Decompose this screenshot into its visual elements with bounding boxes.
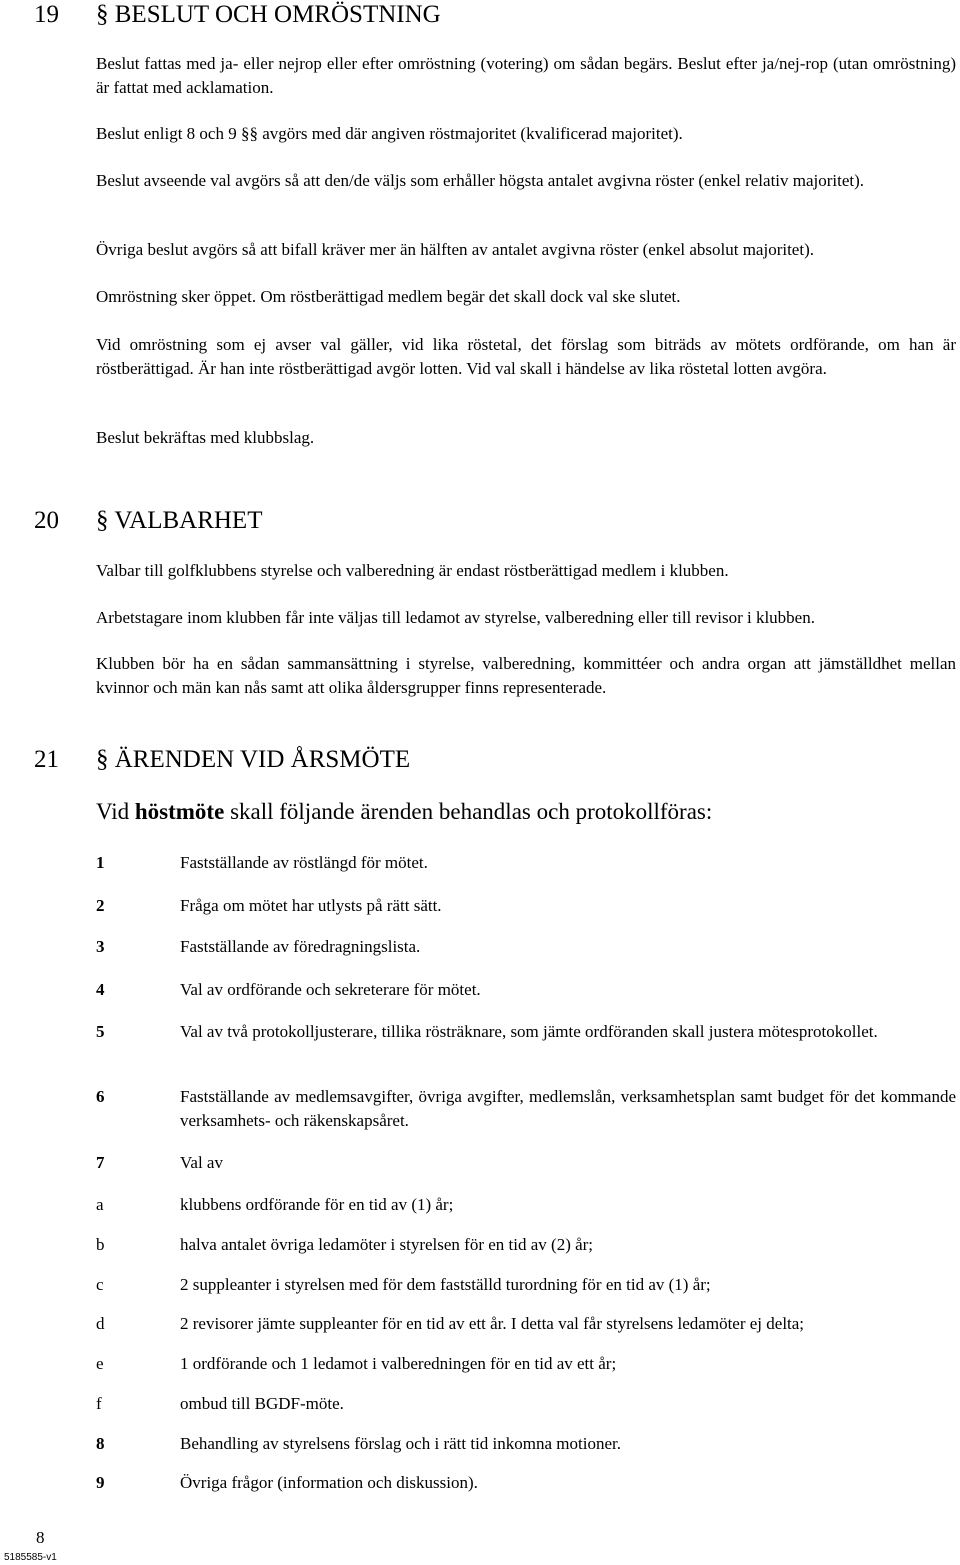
- agenda-intro: Vid höstmöte skall följande ärenden behandlas och protokollföras:: [96, 799, 713, 824]
- section-19-heading: [34, 0, 534, 30]
- item-text: Övriga frågor (information och diskussion).: [180, 1473, 478, 1492]
- paragraph: Valbar till golfklubbens styrelse och valberedning är endast röstberättigad medlem i klubben.: [96, 561, 729, 580]
- item-text: Val av två protokolljusterare, tillika rösträknare, som jämte ordföranden skall justera mötesprotokollet.: [180, 1022, 878, 1041]
- section-symbol: §: [96, 507, 109, 534]
- section-title: ÄRENDEN VID ÅRSMÖTE: [114, 746, 411, 773]
- paragraph: Klubben bör ha en sådan sammansättning i styrelse, valberedning, kommittéer och andra organ att jämställdhet mellan kvinnor och män kan nås samt att olika åldersgrupper finns representerade.: [96, 654, 956, 697]
- document-id: 5185585-v1: [4, 1552, 57, 1563]
- paragraph: Arbetstagare inom klubben får inte väljas till ledamot av styrelse, valberedning eller till revisor i klubben.: [96, 608, 815, 627]
- item-text: Fastställande av röstlängd för mötet.: [180, 853, 428, 872]
- paragraph: Övriga beslut avgörs så att bifall kräver mer än hälften av antalet avgivna röster (enkel absolut majoritet).: [96, 240, 814, 259]
- section-title: VALBARHET: [114, 507, 263, 534]
- page-number: 8: [36, 1528, 45, 1547]
- intro-emphasis: höstmöte: [134, 799, 225, 824]
- subitem-letter: a: [96, 1195, 104, 1214]
- subitem-letter: e: [96, 1354, 104, 1373]
- subitem-text: halva antalet övriga ledamöter i styrelsen för en tid av (2) år;: [180, 1235, 594, 1254]
- section-symbol: §: [96, 746, 109, 773]
- section-20-heading: [34, 506, 534, 536]
- item-text: Fastställande av föredragningslista.: [180, 937, 421, 956]
- subitem-text: 2 suppleanter i styrelsen med för dem fastställd turordning för en tid av (1) år;: [180, 1275, 711, 1294]
- section-number: 21: [34, 746, 59, 773]
- paragraph: Beslut fattas med ja- eller nejrop eller efter omröstning (votering) om sådan begärs. Beslut efter ja/nej-rop (utan omröstning) är fattat med acklamation.: [96, 54, 956, 97]
- subitem-letter: d: [96, 1314, 105, 1333]
- item-number: 6: [96, 1087, 105, 1106]
- item-number: 1: [96, 853, 105, 872]
- subitem-text: 1 ordförande och 1 ledamot i valberedningen för en tid av ett år;: [180, 1354, 617, 1373]
- section-number: 20: [34, 507, 59, 534]
- item-text: Fråga om mötet har utlysts på rätt sätt.: [180, 896, 442, 915]
- section-symbol: §: [96, 1, 109, 28]
- subitem-text: klubbens ordförande för en tid av (1) år;: [180, 1195, 454, 1214]
- item-text: Val av: [180, 1153, 223, 1172]
- paragraph: Beslut avseende val avgörs så att den/de väljs som erhåller högsta antalet avgivna röster (enkel relativ majoritet).: [96, 171, 865, 190]
- item-number: 4: [96, 980, 105, 999]
- item-text: Fastställande av medlemsavgifter, övriga avgifter, medlemslån, verksamhetsplan samt budget för det kommande verksamhets- och räkenskapsåret.: [180, 1087, 956, 1130]
- item-number: 7: [96, 1153, 105, 1172]
- paragraph: Vid omröstning som ej avser val gäller, vid lika röstetal, det förslag som biträds av mötets ordförande, om han är röstberättigad. Är han inte röstberättigad avgör lotten. Vid val skall i händelse av lika röstetal lotten avgöra.: [96, 335, 956, 378]
- subitem-letter: c: [96, 1275, 104, 1294]
- subitem-text: 2 revisorer jämte suppleanter för en tid av ett år. I detta val får styrelsens ledamöter ej delta;: [180, 1314, 805, 1333]
- item-number: 9: [96, 1473, 105, 1492]
- section-21-heading: [34, 745, 534, 775]
- item-number: 5: [96, 1022, 105, 1041]
- subitem-letter: f: [96, 1394, 102, 1413]
- paragraph: Beslut bekräftas med klubbslag.: [96, 428, 315, 447]
- section-number: 19: [34, 1, 59, 28]
- subitem-letter: b: [96, 1235, 105, 1254]
- item-number: 2: [96, 896, 105, 915]
- item-number: 3: [96, 937, 105, 956]
- section-title: BESLUT OCH OMRÖSTNING: [114, 1, 441, 28]
- item-text: Val av ordförande och sekreterare för mötet.: [180, 980, 481, 999]
- item-text: Behandling av styrelsens förslag och i rätt tid inkomna motioner.: [180, 1434, 621, 1453]
- subitem-text: ombud till BGDF-möte.: [180, 1394, 344, 1413]
- paragraph: Beslut enligt 8 och 9 §§ avgörs med där angiven röstmajoritet (kvalificerad majoritet).: [96, 124, 683, 143]
- paragraph: Omröstning sker öppet. Om röstberättigad medlem begär det skall dock val ske slutet.: [96, 287, 681, 306]
- item-number: 8: [96, 1434, 105, 1453]
